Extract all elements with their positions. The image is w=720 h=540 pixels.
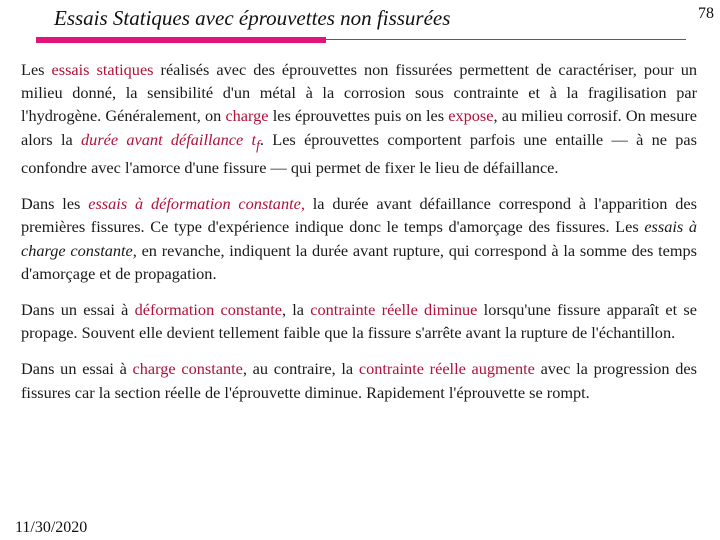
page-number: 78 [698,5,714,22]
term-constant-strain: déformation constante [134,300,282,320]
text: Dans un essai à [21,300,135,320]
text: . Les éprouvettes comportent parfois une entaille — à ne pas confondre avec l'amorce d'une fissure — qui permet de fixer le lieu de défaillance. [21,129,697,178]
paragraph-3 [21,298,697,344]
page-title: Essais Statiques avec éprouvettes non fissurées [54,6,451,30]
text: , au milieu corrosif. On mesure alors la [21,106,697,149]
text: Les [21,60,52,79]
term-static-tests: essais statiques [51,60,154,79]
term-charge: charge [225,106,269,126]
text: réalisés avec des éprouvettes non fissurées permettent de caractériser, pour un milieu donné, la sensibilité d'un métal à la corrosion sous contrainte et à la fragilisation par l'hydrogène. Généralement, on [21,60,698,126]
term-failure-time-label: durée avant défaillance t [81,129,257,149]
paragraph-4 [21,357,697,403]
term-stress-increases: contrainte réelle augmente [358,359,535,379]
term-constant-load-tests: essais à charge constante, [21,217,697,260]
text: Dans les [21,194,89,214]
term-expose: expose [448,106,494,126]
term-stress-decreases: contrainte réelle diminue [310,300,478,320]
term-failure-time [81,129,260,152]
subscript-f: f [256,136,260,152]
text: , la [281,300,311,320]
footer-date: 11/30/2020 [15,519,88,536]
term-constant-strain-tests: essais à déformation constante, [88,194,305,214]
text: la durée avant défaillance correspond à l'apparition des premières fissures. Ce type d'expérience indique donc le temps d'amorçage des fissures. Les [21,194,697,237]
paragraph-1 [21,58,697,179]
text: en revanche, indiquent la durée avant rupture, qui correspond à la somme des temps d'amorçage et de propagation. [21,240,697,283]
paragraph-2 [21,192,697,285]
title-underline-thin [326,39,686,40]
text: avec la progression des fissures car la section réelle de l'éprouvette diminue. Rapidement l'éprouvette se rompt. [21,359,697,402]
term-constant-load: charge constante [132,359,243,379]
text: , au contraire, la [242,359,359,379]
text: Dans un essai à [21,359,133,379]
slide-body [21,58,697,417]
text: les éprouvettes puis on les [268,106,449,126]
text: lorsqu'une fissure apparaît et se propage. Souvent elle devient tellement faible que la fissure s'arrête avant la rupture de l'échantillon. [21,300,697,343]
title-underline-thick [36,37,326,43]
